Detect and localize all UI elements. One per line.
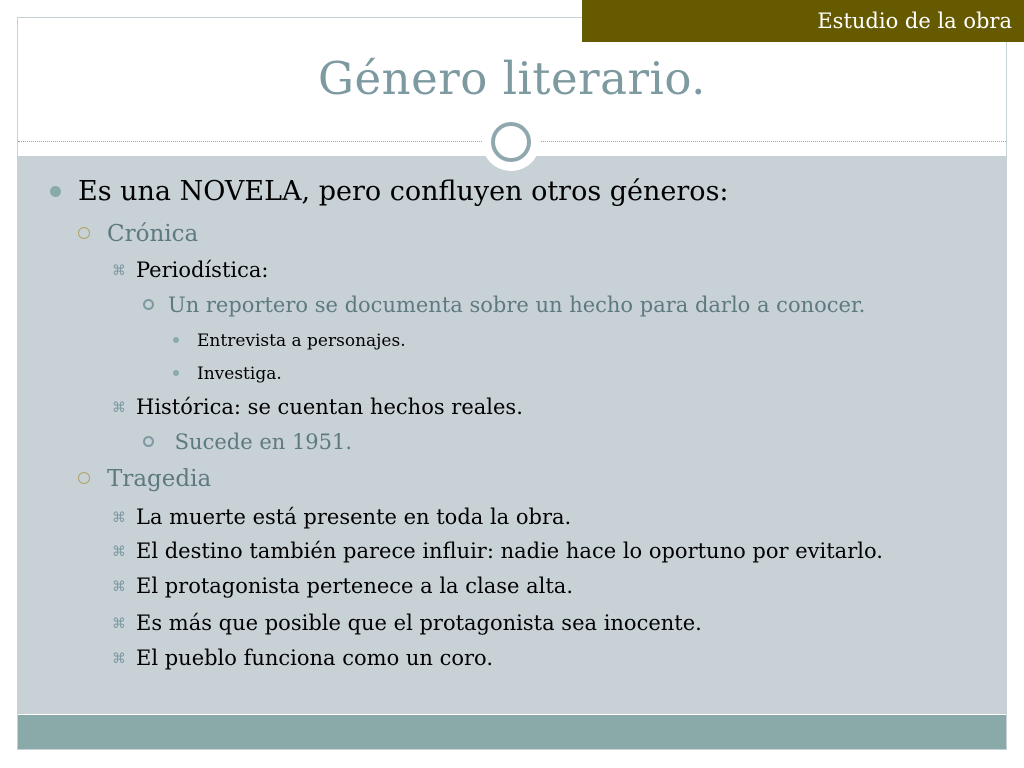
bullet-item xyxy=(112,505,571,529)
ring-bullet-icon xyxy=(143,299,154,310)
dot-bullet-icon xyxy=(173,370,179,376)
x-bullet-icon: ⌘ xyxy=(112,400,126,416)
ring-bullet-icon xyxy=(143,436,154,447)
bullet-text: El pueblo funciona como un coro. xyxy=(136,646,494,670)
bullet-text: Tragedia xyxy=(107,466,212,492)
bullet-item xyxy=(112,395,523,419)
slide-title: Género literario. xyxy=(318,52,706,105)
ring-bullet-icon xyxy=(78,227,90,239)
bullet-item xyxy=(112,646,493,670)
bullet-item xyxy=(143,430,352,454)
x-bullet-icon: ⌘ xyxy=(112,544,126,560)
bullet-text: Crónica xyxy=(107,221,199,247)
bullet-item xyxy=(112,611,702,635)
bullet-item xyxy=(112,539,883,563)
bullet-item xyxy=(50,176,729,207)
bullet-text: Un reportero se documenta sobre un hecho para darlo a conocer. xyxy=(168,293,866,317)
bullet-item xyxy=(112,258,268,282)
bullet-text: Entrevista a personajes. xyxy=(197,331,406,351)
bullet-item xyxy=(173,331,406,351)
bullet-item xyxy=(78,221,198,247)
bullet-item xyxy=(143,293,865,317)
bullet-item xyxy=(173,364,282,384)
x-bullet-icon: ⌘ xyxy=(112,510,126,526)
footer-band xyxy=(18,715,1006,749)
bullet-text: Histórica: se cuentan hechos reales. xyxy=(136,395,523,419)
disc-bullet-icon xyxy=(50,186,61,197)
section-label: Estudio de la obra xyxy=(817,9,1012,33)
section-tab xyxy=(582,0,1024,42)
bullet-text: Investiga. xyxy=(197,364,282,384)
bullet-text: Sucede en 1951. xyxy=(168,430,353,454)
ring-bullet-icon xyxy=(78,472,90,484)
x-bullet-icon: ⌘ xyxy=(112,616,126,632)
bullet-text: El destino también parece influir: nadie hace lo oportuno por evitarlo. xyxy=(136,539,883,563)
x-bullet-icon: ⌘ xyxy=(112,651,126,667)
bullet-text: Es una NOVELA, pero confluyen otros géneros: xyxy=(78,176,729,207)
bullet-text: Es más que posible que el protagonista sea inocente. xyxy=(136,611,702,635)
circle-ornament-icon xyxy=(482,113,540,171)
bullet-text: La muerte está presente en toda la obra. xyxy=(136,505,572,529)
bullet-text: Periodística: xyxy=(136,258,269,282)
bullet-item xyxy=(78,466,211,492)
x-bullet-icon: ⌘ xyxy=(112,263,126,279)
dot-bullet-icon xyxy=(173,337,179,343)
ornament-ring xyxy=(491,122,531,162)
x-bullet-icon: ⌘ xyxy=(112,579,126,595)
bullet-item xyxy=(112,574,573,598)
bullet-text: El protagonista pertenece a la clase alta. xyxy=(136,574,573,598)
